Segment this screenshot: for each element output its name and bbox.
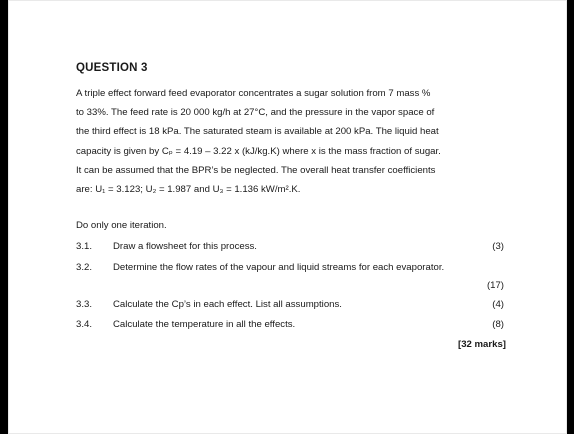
paragraph-line: to 33%. The feed rate is 20 000 kg/h at 27°C, and the pressure in the vapor space of: [76, 107, 435, 119]
instruction-text: Do only one iteration.: [76, 220, 167, 231]
question-title: QUESTION 3: [76, 62, 148, 74]
paragraph-line: capacity is given by Cₚ = 4.19 – 3.22 x (kJ/kg.K) where x is the mass fraction of sugar.: [76, 145, 441, 157]
subquestion-marks: (8): [492, 319, 504, 330]
document-page: [8, 0, 567, 434]
subquestion-row: [76, 241, 506, 255]
question-paragraph: [76, 84, 506, 199]
subquestion-text: Draw a flowsheet for this process.: [113, 241, 257, 252]
paragraph-line: are: U₁ = 3.123; U₂ = 1.987 and U₃ = 1.136 kW/m².K.: [76, 184, 301, 196]
subquestion-text: Calculate the temperature in all the effects.: [113, 319, 296, 330]
subquestion-row: [76, 319, 506, 333]
subquestion-text: Determine the flow rates of the vapour and liquid streams for each evaporator.: [113, 262, 445, 273]
paragraph-line: the third effect is 18 kPa. The saturated steam is available at 200 kPa. The liquid heat: [76, 126, 439, 138]
subquestion-number: 3.1.: [76, 241, 93, 252]
total-marks: [32 marks]: [458, 339, 506, 350]
subquestion-row: [76, 299, 506, 313]
subquestion-number: 3.3.: [76, 299, 93, 310]
subquestion-text: Calculate the Cp’s in each effect. List all assumptions.: [113, 299, 342, 310]
subquestion-marks: (17): [486, 280, 504, 291]
subquestion-marks: (4): [492, 299, 504, 310]
subquestion-number: 3.4.: [76, 319, 93, 330]
paragraph-line: A triple effect forward feed evaporator concentrates a sugar solution from 7 mass %: [76, 88, 431, 99]
subquestion-number: 3.2.: [76, 262, 93, 273]
subquestion-row: [76, 262, 506, 276]
subquestion-marks: (3): [492, 241, 504, 252]
paragraph-line: It can be assumed that the BPR’s be neglected. The overall heat transfer coefficients: [76, 164, 436, 176]
